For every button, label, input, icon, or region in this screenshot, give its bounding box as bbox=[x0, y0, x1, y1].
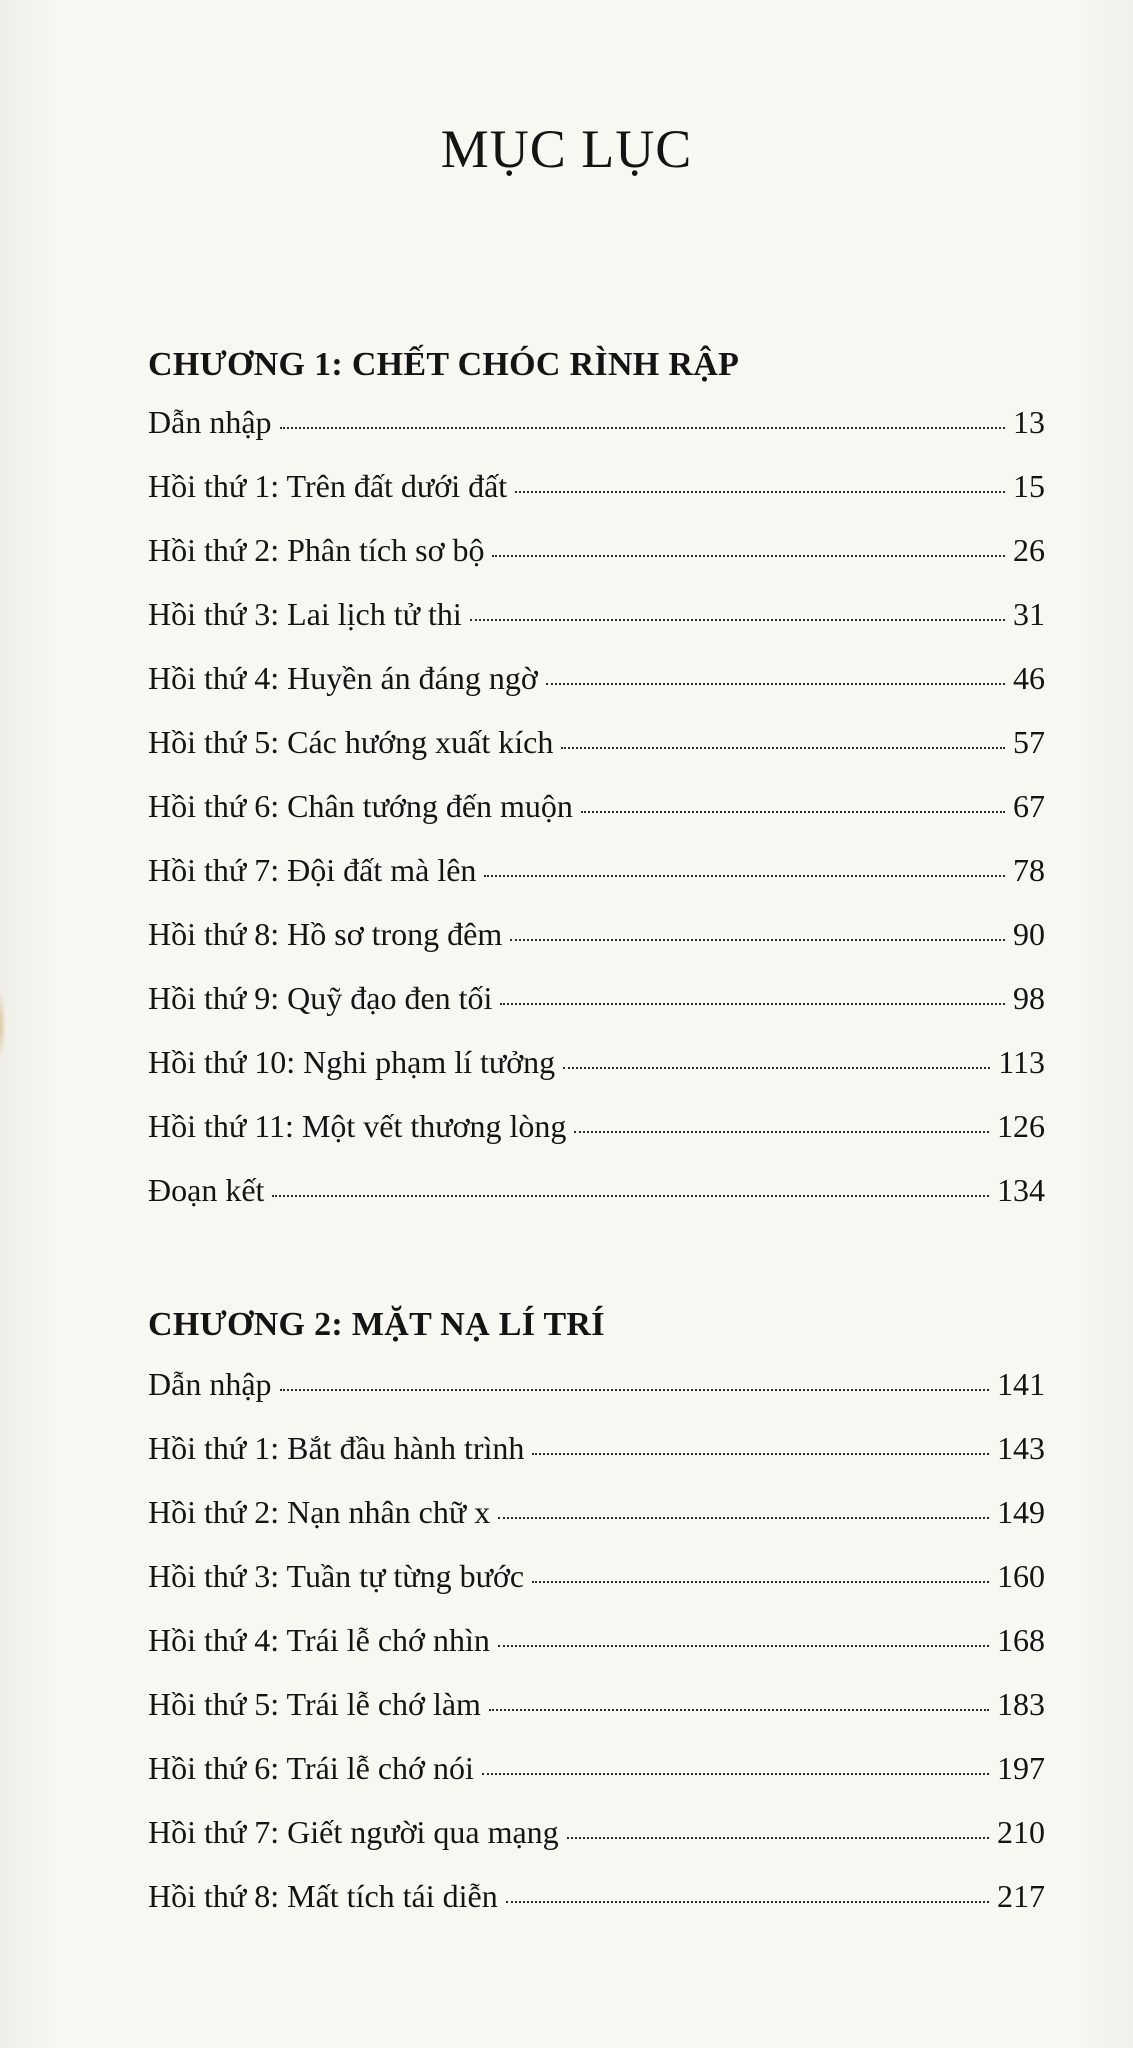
dot-leader bbox=[280, 1389, 989, 1391]
toc-entry-title: Hồi thứ 1: Bắt đầu hành trình bbox=[148, 1430, 525, 1466]
toc-entry[interactable] bbox=[148, 532, 1045, 596]
dot-leader bbox=[482, 1773, 989, 1775]
toc-entry[interactable] bbox=[148, 1430, 1045, 1494]
toc-entry-title: Hồi thứ 2: Nạn nhân chữ x bbox=[148, 1494, 491, 1530]
toc-entry[interactable] bbox=[148, 404, 1045, 468]
toc-entry-page: 197 bbox=[997, 1750, 1045, 1786]
dot-leader bbox=[498, 1645, 989, 1647]
toc-entry-title: Dẫn nhập bbox=[148, 1366, 272, 1402]
dot-leader bbox=[489, 1709, 989, 1711]
dot-leader bbox=[500, 1003, 1005, 1005]
toc-entry-title: Hồi thứ 3: Lai lịch tử thi bbox=[148, 596, 462, 632]
toc-entry-page: 26 bbox=[1013, 532, 1045, 568]
dot-leader bbox=[506, 1901, 989, 1903]
toc-entry-page: 78 bbox=[1013, 852, 1045, 888]
toc-entry[interactable] bbox=[148, 916, 1045, 980]
dot-leader bbox=[498, 1517, 989, 1519]
toc-entry[interactable] bbox=[148, 468, 1045, 532]
toc-entry-page: 141 bbox=[997, 1366, 1045, 1402]
dot-leader bbox=[581, 811, 1005, 813]
toc-entry-title: Hồi thứ 5: Các hướng xuất kích bbox=[148, 724, 554, 760]
toc-entry-page: 13 bbox=[1013, 404, 1045, 440]
dot-leader bbox=[546, 683, 1005, 685]
page-title: MỤC LỤC bbox=[440, 119, 693, 179]
toc-entry-page: 183 bbox=[997, 1686, 1045, 1722]
toc-entry-title: Hồi thứ 4: Trái lễ chớ nhìn bbox=[148, 1622, 490, 1658]
toc-entry-title: Hồi thứ 8: Mất tích tái diễn bbox=[148, 1878, 498, 1914]
toc-entry[interactable] bbox=[148, 724, 1045, 788]
toc-entry-title: Dẫn nhập bbox=[148, 404, 272, 440]
toc-entry-page: 67 bbox=[1013, 788, 1045, 824]
toc-entry[interactable] bbox=[148, 1172, 1045, 1236]
toc-entry-page: 143 bbox=[997, 1430, 1045, 1466]
dot-leader bbox=[563, 1067, 990, 1069]
toc-entry-title: Hồi thứ 3: Tuần tự từng bước bbox=[148, 1558, 525, 1594]
toc-entry[interactable] bbox=[148, 1686, 1045, 1750]
toc-entry-page: 160 bbox=[997, 1558, 1045, 1594]
dot-leader bbox=[510, 939, 1005, 941]
dot-leader bbox=[532, 1453, 989, 1455]
toc-entry[interactable] bbox=[148, 660, 1045, 724]
toc-entry-page: 15 bbox=[1013, 468, 1045, 504]
toc-entry-page: 134 bbox=[997, 1172, 1045, 1208]
toc-entry-title: Đoạn kết bbox=[148, 1172, 265, 1208]
toc-entry-page: 217 bbox=[997, 1878, 1045, 1914]
toc-entry-page: 168 bbox=[997, 1622, 1045, 1658]
toc-entry-page: 126 bbox=[997, 1108, 1045, 1144]
toc-entry-page: 46 bbox=[1013, 660, 1045, 696]
toc-entry-page: 57 bbox=[1013, 724, 1045, 760]
toc-entry[interactable] bbox=[148, 1494, 1045, 1558]
dot-leader bbox=[561, 747, 1005, 749]
toc-entry-title: Hồi thứ 9: Quỹ đạo đen tối bbox=[148, 980, 493, 1016]
toc-entry[interactable] bbox=[148, 1750, 1045, 1814]
toc-entry-title: Hồi thứ 10: Nghi phạm lí tưởng bbox=[148, 1044, 556, 1080]
toc-entry-title: Hồi thứ 1: Trên đất dưới đất bbox=[148, 468, 508, 504]
toc-entry-title: Hồi thứ 4: Huyền án đáng ngờ bbox=[148, 660, 538, 696]
dot-leader bbox=[532, 1581, 989, 1583]
toc-entry[interactable] bbox=[148, 596, 1045, 660]
toc-entry-title: Hồi thứ 6: Trái lễ chớ nói bbox=[148, 1750, 474, 1786]
toc-entry-page: 90 bbox=[1013, 916, 1045, 952]
toc-entry-title: Hồi thứ 6: Chân tướng đến muộn bbox=[148, 788, 573, 824]
toc-entry[interactable] bbox=[148, 1814, 1045, 1878]
dot-leader bbox=[280, 427, 1005, 429]
dot-leader bbox=[484, 875, 1005, 877]
toc-entry[interactable] bbox=[148, 1108, 1045, 1172]
toc-entry-title: Hồi thứ 2: Phân tích sơ bộ bbox=[148, 532, 485, 568]
dot-leader bbox=[492, 555, 1005, 557]
toc-entry[interactable] bbox=[148, 980, 1045, 1044]
toc-entry[interactable] bbox=[148, 1366, 1045, 1430]
toc-entry-page: 98 bbox=[1013, 980, 1045, 1016]
chapter-heading-2: CHƯƠNG 2: MẶT NẠ LÍ TRÍ bbox=[148, 1306, 605, 1343]
dot-leader bbox=[272, 1195, 989, 1197]
dot-leader bbox=[470, 619, 1005, 621]
toc-entry[interactable] bbox=[148, 852, 1045, 916]
toc-entry-title: Hồi thứ 5: Trái lễ chớ làm bbox=[148, 1686, 481, 1722]
toc-entry[interactable] bbox=[148, 788, 1045, 852]
toc-entry[interactable] bbox=[148, 1044, 1045, 1108]
toc-entry[interactable] bbox=[148, 1878, 1045, 1942]
page-edge-stain bbox=[0, 990, 6, 1060]
chapter-heading-1: CHƯƠNG 1: CHẾT CHÓC RÌNH RẬP bbox=[148, 346, 740, 383]
toc-entry-page: 210 bbox=[997, 1814, 1045, 1850]
toc-entry[interactable] bbox=[148, 1622, 1045, 1686]
toc-entry-title: Hồi thứ 7: Đội đất mà lên bbox=[148, 852, 477, 888]
toc-list-chapter-1 bbox=[148, 404, 1045, 1236]
toc-entry-page: 149 bbox=[997, 1494, 1045, 1530]
toc-entry-page: 113 bbox=[998, 1044, 1045, 1080]
toc-list-chapter-2 bbox=[148, 1366, 1045, 1942]
toc-entry[interactable] bbox=[148, 1558, 1045, 1622]
dot-leader bbox=[567, 1837, 989, 1839]
dot-leader bbox=[574, 1131, 989, 1133]
toc-entry-title: Hồi thứ 8: Hồ sơ trong đêm bbox=[148, 916, 503, 952]
toc-entry-title: Hồi thứ 11: Một vết thương lòng bbox=[148, 1108, 567, 1144]
dot-leader bbox=[515, 491, 1005, 493]
toc-entry-page: 31 bbox=[1013, 596, 1045, 632]
toc-entry-title: Hồi thứ 7: Giết người qua mạng bbox=[148, 1814, 559, 1850]
